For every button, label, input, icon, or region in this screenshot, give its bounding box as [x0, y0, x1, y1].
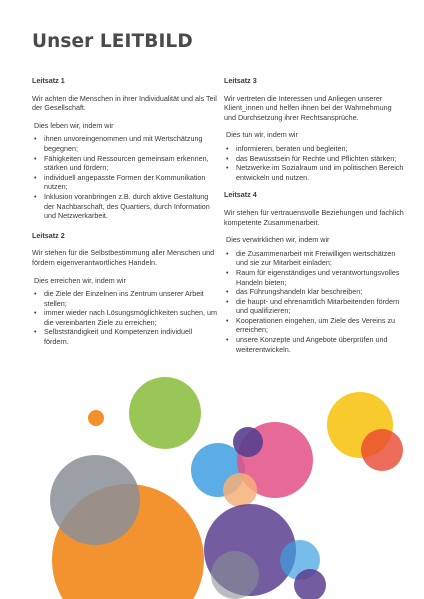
leitsatz-2-list: [32, 289, 218, 347]
orange-circle-large: [52, 484, 204, 599]
pink-circle: [237, 422, 313, 498]
grey-circle-small: [211, 551, 259, 599]
leitsatz-4-heading: Leitsatz 4: [224, 190, 257, 200]
leitsatz-1-intro: Dies leben wir, indem wir: [34, 120, 114, 130]
list-item: • Raum für eigenständiges und verantwortungsvolles Handeln bieten;: [236, 268, 404, 287]
leitsatz-4-intro: Dies verwirklichen wir, indem wir: [226, 235, 330, 245]
list-item: • das Bewusstsein für Rechte und Pflichten stärken;: [236, 154, 404, 164]
list-item: • Inklusion voranbringen z.B. durch aktive Gestaltung der Nachbarschaft, des Quartiers, durch Information und Netzwerkarbeit.: [44, 192, 218, 221]
leitsatz-3-list: [224, 144, 404, 182]
purple-circle-edge: [294, 569, 326, 599]
leitsatz-1-text: Wir achten die Menschen in ihrer Individualität und als Teil der Gesellschaft.: [32, 93, 217, 113]
leitsatz-1-list: [32, 134, 218, 220]
leitsatz-1-heading: Leitsatz 1: [32, 76, 65, 85]
leitsatz-2-text: Wir stehen für die Selbstbestimmung aller Menschen und fördern eigenverantwortliches Handeln.: [32, 248, 215, 267]
leitsatz-3-intro: Dies tun wir, indem wir: [226, 130, 298, 140]
list-item: • Kooperationen eingehen, um Ziele des Vereins zu erreichen;: [236, 316, 404, 335]
orange-circle-small: [88, 410, 104, 426]
leitsatz-3-heading: Leitsatz 3: [224, 76, 257, 85]
red-circle: [361, 429, 403, 471]
leitsatz-4-text: Wir stehen für vertrauensvolle Beziehungen und fachlich kompetente Zusammenarbeit.: [224, 207, 404, 227]
leitsatz-2-intro: Dies erreichen wir, indem wir: [34, 275, 126, 285]
list-item: • die haupt- und ehrenamtlich Mitarbeitenden fördern und qualifizieren;: [236, 297, 404, 316]
list-item: • ihnen unvoreingenommen und mit Wertschätzung begegnen;: [44, 134, 218, 153]
list-item: • Selbstständigkeit und Kompetenzen individuell fördern.: [44, 327, 218, 346]
yellow-circle: [327, 392, 393, 458]
green-circle: [129, 377, 201, 449]
list-item: • individuell angepasste Formen der Kommunikation nutzen;: [44, 173, 218, 192]
leitsatz-3-text: Wir vertreten die Interessen und Anliegen unserer Klient_innen und helfen ihnen bei der Wahrnehmung und Durchsetzung ihrer Rechtsansprüche.: [224, 93, 392, 122]
list-item: • das Führungshandeln klar beschreiben;: [236, 287, 404, 297]
list-item: • die Ziele der Einzelnen ins Zentrum unserer Arbeit stellen;: [44, 289, 218, 308]
purple-circle-large: [204, 504, 296, 596]
blue-circle-small: [280, 540, 320, 580]
left-column: [32, 76, 218, 355]
list-item: • immer wieder nach Lösungsmöglichkeiten suchen, um die vereinbarten Ziele zu erreichen;: [44, 308, 218, 327]
list-item: • unsere Konzepte und Angebote überprüfen und weiterentwickeln.: [236, 335, 404, 354]
purple-circle-small: [233, 427, 263, 457]
grey-circle: [50, 455, 140, 545]
list-item: • informieren, beraten und begleiten;: [236, 144, 404, 154]
leitsatz-4-list: [224, 249, 404, 355]
peach-circle: [223, 473, 257, 507]
list-item: • Fähigkeiten und Ressourcen gemeinsam erkennen, stärken und fördern;: [44, 154, 218, 173]
leitsatz-2-heading: Leitsatz 2: [32, 230, 65, 240]
right-column: [224, 76, 404, 362]
page-title: Unser LEITBILD: [32, 31, 193, 52]
list-item: • Netzwerke im Sozialraum und im politischen Bereich entwickeln und nutzen.: [236, 163, 404, 182]
list-item: • die Zusammenarbeit mit Freiwilligen wertschätzen und sie zur Mitarbeit einladen;: [236, 249, 404, 268]
blue-circle: [191, 443, 245, 497]
